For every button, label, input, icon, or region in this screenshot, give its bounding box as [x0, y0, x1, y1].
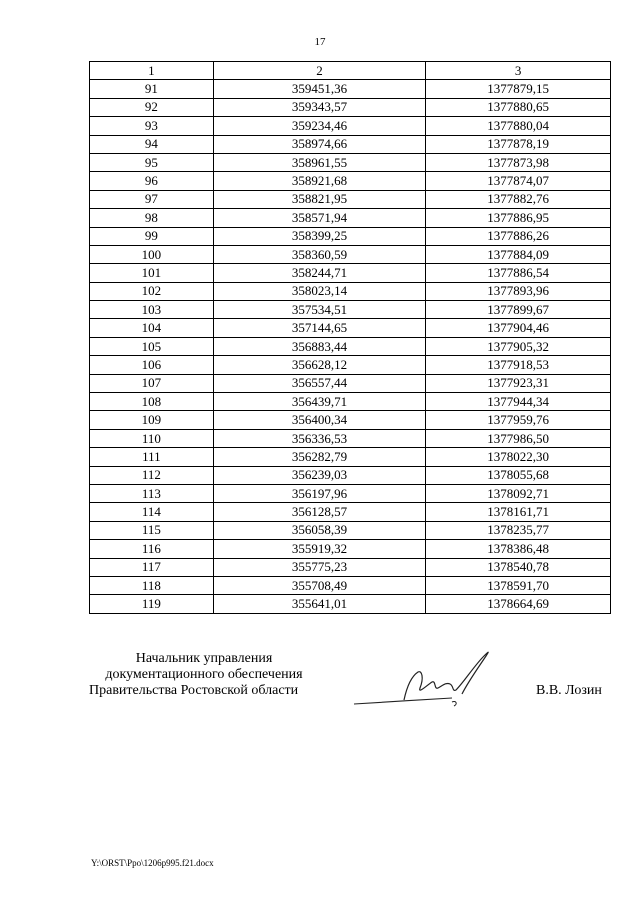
table-row — [90, 98, 611, 116]
handwritten-signature — [352, 642, 502, 712]
table-cell: 359343,57 — [213, 98, 426, 116]
table-cell: 356336,53 — [213, 429, 426, 447]
table-cell: 1377886,54 — [426, 264, 611, 282]
table-row — [90, 595, 611, 613]
table-cell: 359234,46 — [213, 117, 426, 135]
table-cell: 355919,32 — [213, 540, 426, 558]
table-cell: 358023,14 — [213, 282, 426, 300]
table-cell: 1377879,15 — [426, 80, 611, 98]
table-row — [90, 521, 611, 539]
table-row — [90, 227, 611, 245]
table-cell: 1378055,68 — [426, 466, 611, 484]
table-row — [90, 172, 611, 190]
file-path: Y:\ORST\Ppo\1206p995.f21.docx — [91, 858, 214, 868]
table-cell: 1377904,46 — [426, 319, 611, 337]
table-cell: 356557,44 — [213, 374, 426, 392]
table-row — [90, 576, 611, 594]
table-cell: 98 — [90, 209, 214, 227]
table-cell: 355641,01 — [213, 595, 426, 613]
table-row — [90, 429, 611, 447]
table-cell: 1377959,76 — [426, 411, 611, 429]
table-cell: 110 — [90, 429, 214, 447]
column-header: 1 — [90, 62, 214, 80]
table-row — [90, 540, 611, 558]
table-cell: 358571,94 — [213, 209, 426, 227]
page-number: 17 — [314, 36, 326, 48]
table-cell: 96 — [90, 172, 214, 190]
table-cell: 358399,25 — [213, 227, 426, 245]
table-cell: 106 — [90, 356, 214, 374]
table-cell: 119 — [90, 595, 214, 613]
table-cell: 1377884,09 — [426, 245, 611, 263]
table-cell: 1377886,95 — [426, 209, 611, 227]
signature-title-line: Правительства Ростовской области — [89, 683, 299, 698]
signature-title-line: документационного обеспечения — [105, 667, 303, 682]
table-cell: 1378386,48 — [426, 540, 611, 558]
table-cell: 1377873,98 — [426, 153, 611, 171]
table-row — [90, 411, 611, 429]
table-cell: 109 — [90, 411, 214, 429]
table-row — [90, 448, 611, 466]
table-cell: 1377986,50 — [426, 429, 611, 447]
table-row — [90, 190, 611, 208]
table-cell: 1378092,71 — [426, 484, 611, 502]
table-cell: 1378540,78 — [426, 558, 611, 576]
table-cell: 356400,34 — [213, 411, 426, 429]
table-row — [90, 301, 611, 319]
table-cell: 1377880,04 — [426, 117, 611, 135]
table-cell: 1377878,19 — [426, 135, 611, 153]
table-cell: 358360,59 — [213, 245, 426, 263]
table-cell: 1377923,31 — [426, 374, 611, 392]
table-cell: 117 — [90, 558, 214, 576]
signer-name: В.В. Лозин — [536, 683, 602, 698]
table-cell: 102 — [90, 282, 214, 300]
table-cell: 114 — [90, 503, 214, 521]
table-row — [90, 466, 611, 484]
table-cell: 118 — [90, 576, 214, 594]
table-row — [90, 393, 611, 411]
table-cell: 103 — [90, 301, 214, 319]
table-cell: 356058,39 — [213, 521, 426, 539]
table-cell: 357144,65 — [213, 319, 426, 337]
table-cell: 1377944,34 — [426, 393, 611, 411]
table-cell: 356197,96 — [213, 484, 426, 502]
table-header-row — [90, 62, 611, 80]
table-row — [90, 117, 611, 135]
table-row — [90, 374, 611, 392]
table-cell: 97 — [90, 190, 214, 208]
table-cell: 356628,12 — [213, 356, 426, 374]
table-cell: 108 — [90, 393, 214, 411]
table-cell: 1377893,96 — [426, 282, 611, 300]
table-row — [90, 209, 611, 227]
table-cell: 1378591,70 — [426, 576, 611, 594]
table-cell: 356239,03 — [213, 466, 426, 484]
table-cell: 1377899,67 — [426, 301, 611, 319]
table-row — [90, 135, 611, 153]
table-cell: 1378235,77 — [426, 521, 611, 539]
table-cell: 356883,44 — [213, 337, 426, 355]
table-row — [90, 484, 611, 502]
table-cell: 94 — [90, 135, 214, 153]
table-cell: 105 — [90, 337, 214, 355]
table-cell: 357534,51 — [213, 301, 426, 319]
table-cell: 1377882,76 — [426, 190, 611, 208]
table-cell: 101 — [90, 264, 214, 282]
table-cell: 1377874,07 — [426, 172, 611, 190]
table-cell: 1378022,30 — [426, 448, 611, 466]
table-cell: 358821,95 — [213, 190, 426, 208]
table-cell: 1377905,32 — [426, 337, 611, 355]
coordinates-table — [89, 61, 611, 614]
table-cell: 1377880,65 — [426, 98, 611, 116]
table-cell: 356439,71 — [213, 393, 426, 411]
table-row — [90, 153, 611, 171]
table-row — [90, 356, 611, 374]
table-cell: 112 — [90, 466, 214, 484]
table-cell: 100 — [90, 245, 214, 263]
table-cell: 358974,66 — [213, 135, 426, 153]
table-cell: 358921,68 — [213, 172, 426, 190]
table-cell: 355775,23 — [213, 558, 426, 576]
table-row — [90, 558, 611, 576]
table-cell: 111 — [90, 448, 214, 466]
signature-title-line: Начальник управления — [135, 651, 273, 666]
table-cell: 358244,71 — [213, 264, 426, 282]
table-cell: 1378664,69 — [426, 595, 611, 613]
table-cell: 95 — [90, 153, 214, 171]
table-cell: 93 — [90, 117, 214, 135]
column-header: 2 — [213, 62, 426, 80]
table-cell: 356128,57 — [213, 503, 426, 521]
table-cell: 107 — [90, 374, 214, 392]
table-cell: 359451,36 — [213, 80, 426, 98]
table-row — [90, 337, 611, 355]
table-cell: 116 — [90, 540, 214, 558]
table-row — [90, 282, 611, 300]
table-cell: 113 — [90, 484, 214, 502]
table-cell: 355708,49 — [213, 576, 426, 594]
table-cell: 356282,79 — [213, 448, 426, 466]
table-cell: 92 — [90, 98, 214, 116]
table-cell: 99 — [90, 227, 214, 245]
table-row — [90, 80, 611, 98]
table-body — [90, 80, 611, 613]
table-cell: 115 — [90, 521, 214, 539]
table-cell: 104 — [90, 319, 214, 337]
table-cell: 91 — [90, 80, 214, 98]
table-cell: 1377918,53 — [426, 356, 611, 374]
table-row — [90, 245, 611, 263]
column-header: 3 — [426, 62, 611, 80]
table-row — [90, 264, 611, 282]
table-cell: 358961,55 — [213, 153, 426, 171]
signature-title — [89, 651, 319, 699]
table-cell: 1377886,26 — [426, 227, 611, 245]
table-row — [90, 503, 611, 521]
table-row — [90, 319, 611, 337]
table-cell: 1378161,71 — [426, 503, 611, 521]
